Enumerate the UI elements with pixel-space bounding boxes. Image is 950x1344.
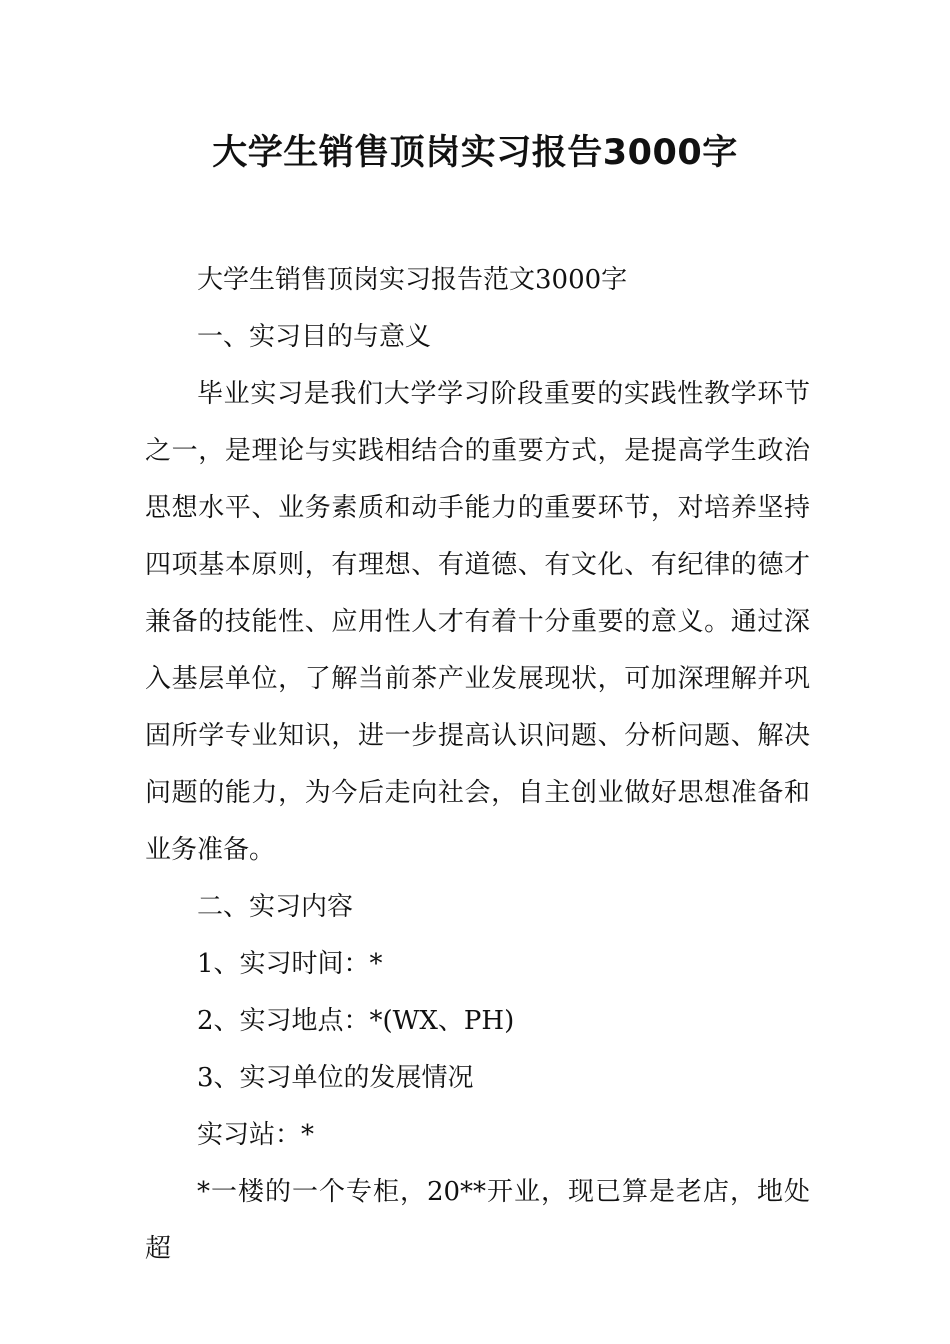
- document-body: [145, 252, 810, 1278]
- paragraph-purpose: 毕业实习是我们大学学习阶段重要的实践性教学环节之一，是理论与实践相结合的重要方式，是提高学生政治思想水平、业务素质和动手能力的重要环节，对培养坚持四项基本原则，有理想、有道德、有文化、有纪律的德才兼备的技能性、应用性人才有着十分重要的意义。通过深入基层单位，了解当前茶产业发展现状，可加深理解并巩固所学专业知识，进一步提高认识问题、分析问题、解决问题的能力，为今后走向社会，自主创业做好思想准备和业务准备。: [145, 379, 810, 865]
- section-heading-content: 二、实习内容: [197, 892, 354, 922]
- list-item-development: 3、实习单位的发展情况: [197, 1063, 474, 1093]
- list-item-time: 1、实习时间：*: [197, 949, 383, 979]
- document-title: 大学生销售顶岗实习报告3000字: [212, 133, 738, 173]
- list-item-location: 2、实习地点：*(WX、PH): [197, 1006, 515, 1036]
- paragraph-store: *一楼的一个专柜，20**开业，现已算是老店，地处超: [145, 1177, 810, 1264]
- paragraph-station: 实习站：*: [197, 1120, 315, 1150]
- paragraph-subtitle: 大学生销售顶岗实习报告范文3000字: [197, 265, 628, 295]
- section-heading-purpose: 一、实习目的与意义: [197, 322, 432, 352]
